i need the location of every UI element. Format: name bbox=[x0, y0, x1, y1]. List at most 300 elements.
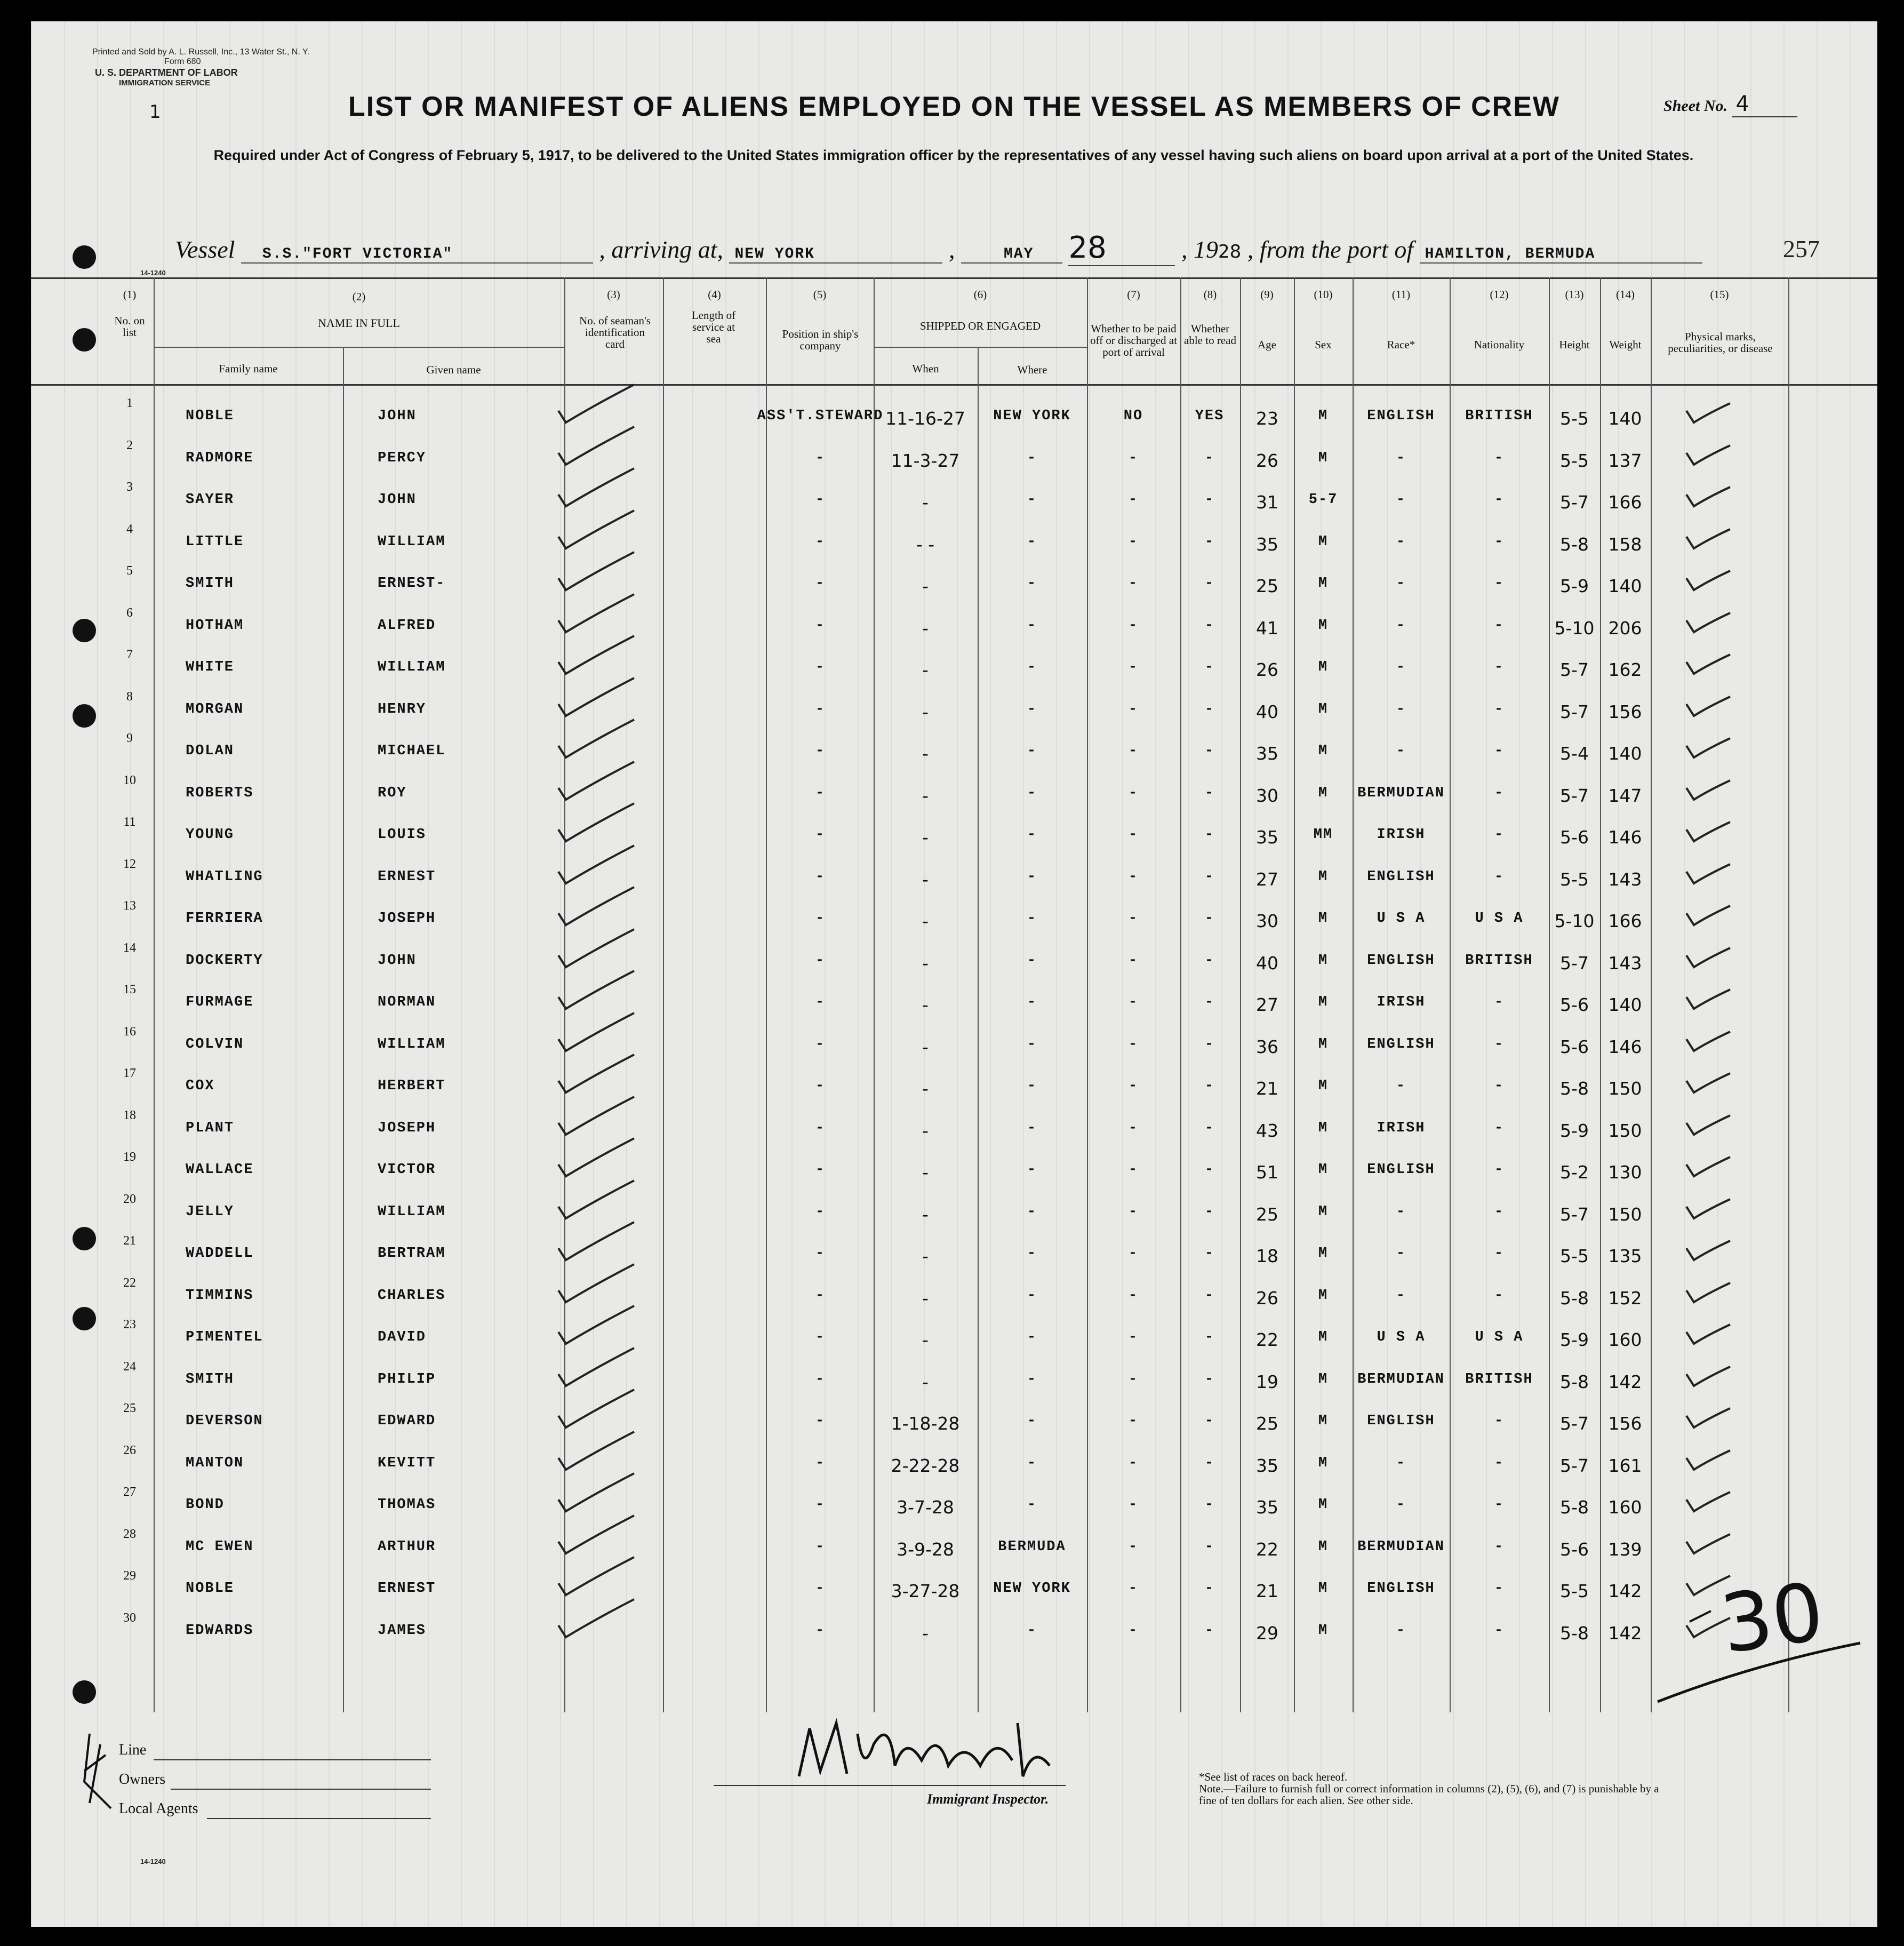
check-mark-icon bbox=[556, 591, 636, 636]
cell-nat: - bbox=[1494, 1455, 1505, 1471]
cell-age: 30 bbox=[1256, 785, 1278, 806]
cell-paid: - bbox=[1128, 576, 1139, 592]
check-mark-icon bbox=[556, 465, 636, 511]
col-num: (7) bbox=[1127, 288, 1140, 301]
cell-position: - bbox=[815, 576, 826, 592]
cell-when: - bbox=[922, 1246, 929, 1266]
cell-age: 31 bbox=[1256, 492, 1278, 513]
cell-sex: M bbox=[1318, 1287, 1329, 1304]
cell-nat: - bbox=[1494, 701, 1505, 717]
row-number: 18 bbox=[123, 1108, 136, 1122]
cell-weight: 150 bbox=[1608, 1078, 1642, 1099]
row-number: 13 bbox=[123, 899, 136, 913]
cell-nat: BRITISH bbox=[1465, 1371, 1533, 1387]
cell-age: 35 bbox=[1256, 1455, 1278, 1476]
check-mark-icon bbox=[556, 1512, 636, 1558]
cell-where: NEW YORK bbox=[993, 1581, 1071, 1597]
cell-sex: M bbox=[1318, 408, 1329, 424]
cell-when: - bbox=[922, 1036, 929, 1057]
cell-race: - bbox=[1396, 743, 1406, 759]
cell-when: - bbox=[922, 1329, 929, 1350]
cell-race: - bbox=[1396, 1246, 1406, 1262]
row-number: 26 bbox=[123, 1443, 136, 1457]
cell-position: ASS'T.STEWARD bbox=[757, 408, 884, 424]
cell-position: - bbox=[815, 1203, 826, 1220]
arriving-label: , arriving at, bbox=[599, 236, 723, 263]
check-mark-icon bbox=[556, 716, 636, 762]
cell-read: - bbox=[1204, 785, 1215, 801]
cell-weight: 156 bbox=[1608, 701, 1642, 722]
service-name: IMMIGRATION SERVICE bbox=[119, 78, 211, 87]
cell-when: - - bbox=[916, 533, 935, 555]
col-num: (2) bbox=[352, 290, 366, 303]
cell-height: 5-5 bbox=[1560, 450, 1589, 471]
cell-race: - bbox=[1396, 1497, 1406, 1513]
col-num: (3) bbox=[607, 288, 620, 301]
punch-hole bbox=[73, 1307, 96, 1330]
check-mark-icon bbox=[556, 1470, 636, 1516]
cell-when: - bbox=[922, 868, 929, 890]
cell-where: - bbox=[1027, 1371, 1037, 1387]
handwritten-mark: 1 bbox=[149, 101, 161, 123]
check-mark-icon bbox=[1684, 1028, 1732, 1055]
cell-family: EDWARDS bbox=[186, 1622, 254, 1639]
cell-position: - bbox=[815, 1538, 826, 1555]
row-number: 2 bbox=[126, 438, 133, 452]
cell-weight: 130 bbox=[1608, 1162, 1642, 1183]
cell-weight: 150 bbox=[1608, 1203, 1642, 1225]
cell-weight: 160 bbox=[1608, 1329, 1642, 1350]
cell-height: 5-2 bbox=[1560, 1162, 1589, 1183]
cell-given: HERBERT bbox=[378, 1078, 446, 1094]
cell-height: 5-6 bbox=[1560, 827, 1589, 848]
check-mark-icon bbox=[556, 1010, 636, 1055]
cell-paid: - bbox=[1128, 1371, 1139, 1387]
cell-age: 51 bbox=[1256, 1162, 1278, 1183]
cell-read: - bbox=[1204, 533, 1215, 550]
cell-nat: - bbox=[1494, 1078, 1505, 1094]
local-agents-label: Local Agents bbox=[119, 1800, 198, 1817]
cell-age: 25 bbox=[1256, 1413, 1278, 1434]
cell-given: THOMAS bbox=[378, 1497, 436, 1513]
cell-family: HOTHAM bbox=[186, 617, 244, 634]
cell-age: 29 bbox=[1256, 1622, 1278, 1644]
cell-height: 5-7 bbox=[1560, 785, 1589, 806]
cell-where: - bbox=[1027, 576, 1037, 592]
cell-where: - bbox=[1027, 617, 1037, 634]
check-mark-icon bbox=[1684, 1154, 1732, 1181]
row-number: 21 bbox=[123, 1234, 136, 1248]
cell-height: 5-8 bbox=[1560, 533, 1589, 555]
check-mark-icon bbox=[556, 800, 636, 846]
cell-family: BOND bbox=[186, 1497, 225, 1513]
cell-weight: 160 bbox=[1608, 1497, 1642, 1518]
cell-height: 5-9 bbox=[1560, 1120, 1589, 1141]
cell-when: - bbox=[922, 576, 929, 596]
col-head-name: NAME IN FULL bbox=[318, 316, 400, 330]
cell-family: PIMENTEL bbox=[186, 1329, 263, 1345]
cell-position: - bbox=[815, 1162, 826, 1178]
cell-paid: - bbox=[1128, 827, 1139, 843]
cell-height: 5-7 bbox=[1560, 659, 1589, 680]
check-mark-icon bbox=[1684, 903, 1732, 929]
cell-where: - bbox=[1027, 659, 1037, 675]
cell-height: 5-7 bbox=[1560, 701, 1589, 722]
cell-given: JOHN bbox=[378, 492, 417, 508]
cell-weight: 147 bbox=[1608, 785, 1642, 806]
check-mark-icon bbox=[1684, 568, 1732, 594]
cell-read: - bbox=[1204, 827, 1215, 843]
cell-sex: M bbox=[1318, 1203, 1329, 1220]
cell-where: - bbox=[1027, 492, 1037, 508]
check-mark-icon bbox=[1684, 526, 1732, 553]
cell-when: 3-9-28 bbox=[897, 1538, 954, 1560]
cell-sex: M bbox=[1318, 1162, 1329, 1178]
cell-when: 2-22-28 bbox=[891, 1455, 960, 1476]
check-mark-icon bbox=[1684, 777, 1732, 804]
cell-race: - bbox=[1396, 533, 1406, 550]
cell-weight: 140 bbox=[1608, 743, 1642, 764]
cell-when: 3-27-28 bbox=[891, 1581, 960, 1601]
cell-nat: - bbox=[1494, 659, 1505, 675]
cell-position: - bbox=[815, 450, 826, 466]
cell-age: 35 bbox=[1256, 827, 1278, 848]
cell-race: IRISH bbox=[1377, 827, 1426, 843]
check-mark-icon bbox=[1684, 1531, 1732, 1558]
punch-hole bbox=[73, 619, 96, 642]
cell-given: EDWARD bbox=[378, 1413, 436, 1429]
form-number: Form 680 bbox=[164, 57, 201, 66]
cell-age: 36 bbox=[1256, 1036, 1278, 1057]
cell-family: COLVIN bbox=[186, 1036, 244, 1052]
col-num: (4) bbox=[708, 288, 721, 301]
row-number: 8 bbox=[126, 689, 133, 704]
cell-read: - bbox=[1204, 1538, 1215, 1555]
cell-race: ENGLISH bbox=[1367, 952, 1435, 969]
cell-race: ENGLISH bbox=[1367, 408, 1435, 424]
cell-sex: M bbox=[1318, 1078, 1329, 1094]
owners-label: Owners bbox=[119, 1771, 166, 1788]
cell-height: 5-6 bbox=[1560, 1538, 1589, 1560]
cell-nat: - bbox=[1494, 1622, 1505, 1639]
line-label: Line bbox=[119, 1742, 147, 1758]
cell-sex: M bbox=[1318, 1036, 1329, 1052]
cell-race: BERMUDIAN bbox=[1357, 1538, 1445, 1555]
cell-paid: - bbox=[1128, 1078, 1139, 1094]
cell-position: - bbox=[815, 492, 826, 508]
cell-weight: 140 bbox=[1608, 408, 1642, 429]
cell-race: BERMUDIAN bbox=[1357, 785, 1445, 801]
cell-age: 25 bbox=[1256, 576, 1278, 596]
row-number: 14 bbox=[123, 940, 136, 955]
cell-paid: - bbox=[1128, 743, 1139, 759]
cell-where: - bbox=[1027, 1120, 1037, 1136]
cell-weight: 146 bbox=[1608, 1036, 1642, 1057]
cell-where: - bbox=[1027, 1497, 1037, 1513]
cell-paid: - bbox=[1128, 533, 1139, 550]
cell-paid: - bbox=[1128, 1413, 1139, 1429]
cell-read: - bbox=[1204, 1581, 1215, 1597]
cell-nat: U S A bbox=[1475, 911, 1524, 927]
row-number: 1 bbox=[126, 396, 133, 410]
cell-read: - bbox=[1204, 492, 1215, 508]
cell-read: - bbox=[1204, 1287, 1215, 1304]
cell-given: ERNEST- bbox=[378, 576, 446, 592]
cell-paid: NO bbox=[1123, 408, 1143, 424]
cell-position: - bbox=[815, 1622, 826, 1639]
check-mark-icon bbox=[1684, 1489, 1732, 1516]
cell-weight: 140 bbox=[1608, 576, 1642, 596]
arrival-month: MAY bbox=[961, 246, 1062, 264]
cell-weight: 206 bbox=[1608, 617, 1642, 639]
cell-nat: - bbox=[1494, 743, 1505, 759]
cell-family: NOBLE bbox=[186, 408, 235, 424]
cell-height: 5-5 bbox=[1560, 1246, 1589, 1266]
col-head-no: No. on list bbox=[114, 314, 145, 339]
cell-when: - bbox=[922, 1078, 929, 1099]
col-head-id-card: No. of seaman's identification card bbox=[579, 314, 651, 350]
cell-race: ENGLISH bbox=[1367, 1581, 1435, 1597]
cell-paid: - bbox=[1128, 659, 1139, 675]
arrival-year: 28 bbox=[1218, 241, 1242, 262]
cell-position: - bbox=[815, 1413, 826, 1429]
cell-sex: 5-7 bbox=[1308, 492, 1338, 508]
col-head-race: Race* bbox=[1387, 338, 1415, 351]
cell-sex: M bbox=[1318, 1455, 1329, 1471]
cell-nat: - bbox=[1494, 868, 1505, 885]
cell-read: - bbox=[1204, 1203, 1215, 1220]
cell-height: 5-5 bbox=[1560, 408, 1589, 429]
cell-position: - bbox=[815, 1329, 826, 1345]
cell-family: SMITH bbox=[186, 576, 235, 592]
cell-read: - bbox=[1204, 868, 1215, 885]
cell-family: NOBLE bbox=[186, 1581, 235, 1597]
cell-height: 5-7 bbox=[1560, 1413, 1589, 1434]
cell-family: RADMORE bbox=[186, 450, 254, 466]
cell-family: WADDELL bbox=[186, 1246, 254, 1262]
cell-given: LOUIS bbox=[378, 827, 427, 843]
cell-position: - bbox=[815, 1078, 826, 1094]
cell-paid: - bbox=[1128, 1538, 1139, 1555]
cell-weight: 150 bbox=[1608, 1120, 1642, 1141]
check-mark-icon bbox=[556, 884, 636, 929]
cell-age: 27 bbox=[1256, 994, 1278, 1015]
cell-paid: - bbox=[1128, 868, 1139, 885]
cell-height: 5-8 bbox=[1560, 1622, 1589, 1644]
cell-age: 40 bbox=[1256, 701, 1278, 722]
col-num: (1) bbox=[123, 288, 137, 301]
cell-read: - bbox=[1204, 1413, 1215, 1429]
sheet-number-value: 4 bbox=[1732, 92, 1797, 117]
cell-where: - bbox=[1027, 994, 1037, 1010]
check-mark-icon bbox=[1684, 861, 1732, 888]
col-head-paid-off: Whether to be paid off or discharged at port of arrival bbox=[1090, 322, 1178, 358]
cell-given: PERCY bbox=[378, 450, 427, 466]
cell-age: 26 bbox=[1256, 1287, 1278, 1309]
cell-given: NORMAN bbox=[378, 994, 436, 1010]
cell-sex: M bbox=[1318, 617, 1329, 634]
cell-when: - bbox=[922, 743, 929, 764]
check-mark-icon bbox=[556, 507, 636, 553]
cell-position: - bbox=[815, 994, 826, 1010]
check-mark-icon bbox=[1684, 1280, 1732, 1306]
cell-read: - bbox=[1204, 1497, 1215, 1513]
cell-nat: - bbox=[1494, 1287, 1505, 1304]
cell-family: MORGAN bbox=[186, 701, 244, 717]
col-head-sex: Sex bbox=[1315, 338, 1332, 351]
cell-when: - bbox=[922, 701, 929, 722]
cell-weight: 166 bbox=[1608, 492, 1642, 513]
check-mark-icon bbox=[556, 926, 636, 971]
check-mark-icon bbox=[1684, 442, 1732, 469]
manifest-sheet bbox=[31, 21, 1877, 1927]
cell-paid: - bbox=[1128, 952, 1139, 969]
row-number: 28 bbox=[123, 1527, 136, 1541]
cell-given: JOHN bbox=[378, 952, 417, 969]
cell-race: BERMUDIAN bbox=[1357, 1371, 1445, 1387]
cell-read: - bbox=[1204, 911, 1215, 927]
cell-given: PHILIP bbox=[378, 1371, 436, 1387]
cell-position: - bbox=[815, 1497, 826, 1513]
cell-paid: - bbox=[1128, 1246, 1139, 1262]
cell-sex: M bbox=[1318, 994, 1329, 1010]
cell-given: KEVITT bbox=[378, 1455, 436, 1471]
check-mark-icon bbox=[1684, 1321, 1732, 1348]
cell-where: - bbox=[1027, 1078, 1037, 1094]
col-num: (14) bbox=[1616, 288, 1635, 301]
check-mark-icon bbox=[556, 1303, 636, 1348]
cell-weight: 152 bbox=[1608, 1287, 1642, 1309]
cell-race: - bbox=[1396, 1622, 1406, 1639]
col-head-family: Family name bbox=[219, 362, 278, 375]
cell-weight: 142 bbox=[1608, 1581, 1642, 1601]
cell-given: ALFRED bbox=[378, 617, 436, 634]
cell-age: 41 bbox=[1256, 617, 1278, 639]
arrival-day: 28 bbox=[1068, 230, 1175, 266]
departure-port: HAMILTON, BERMUDA bbox=[1420, 246, 1702, 264]
sheet-number-label: Sheet No. bbox=[1663, 97, 1728, 115]
check-mark-icon bbox=[556, 1051, 636, 1097]
col-head-service: Length of service at sea bbox=[691, 309, 736, 345]
cell-nat: - bbox=[1494, 1162, 1505, 1178]
cell-given: WILLIAM bbox=[378, 533, 446, 550]
cell-race: U S A bbox=[1377, 1329, 1426, 1345]
cell-paid: - bbox=[1128, 1497, 1139, 1513]
cell-position: - bbox=[815, 1371, 826, 1387]
check-mark-icon bbox=[556, 1135, 636, 1181]
penalty-note: Note.—Failure to furnish full or correct information in columns (2), (5), (6), and (7) is punishable by a fine of ten dollars for each alien. See other side. bbox=[1199, 1782, 1659, 1807]
cell-nat: - bbox=[1494, 492, 1505, 508]
cell-weight: 156 bbox=[1608, 1413, 1642, 1434]
cell-family: WALLACE bbox=[186, 1162, 254, 1178]
cell-given: JOSEPH bbox=[378, 911, 436, 927]
cell-where: - bbox=[1027, 827, 1037, 843]
cell-position: - bbox=[815, 743, 826, 759]
check-mark-icon bbox=[1684, 1238, 1732, 1264]
arriving-port: NEW YORK bbox=[729, 246, 942, 264]
check-mark-icon bbox=[556, 1261, 636, 1306]
row-number: 24 bbox=[123, 1359, 136, 1374]
cell-nat: - bbox=[1494, 1581, 1505, 1597]
cell-position: - bbox=[815, 533, 826, 550]
cell-when: - bbox=[922, 1622, 929, 1644]
col-num: (9) bbox=[1260, 288, 1274, 301]
cell-age: 30 bbox=[1256, 911, 1278, 931]
cell-weight: 166 bbox=[1608, 911, 1642, 931]
cell-age: 35 bbox=[1256, 533, 1278, 555]
cell-nat: - bbox=[1494, 576, 1505, 592]
check-mark-icon bbox=[1684, 986, 1732, 1013]
cell-family: COX bbox=[186, 1078, 215, 1094]
cell-family: YOUNG bbox=[186, 827, 235, 843]
cell-height: 5-4 bbox=[1560, 743, 1589, 764]
cell-paid: - bbox=[1128, 1162, 1139, 1178]
cell-height: 5-5 bbox=[1560, 1581, 1589, 1601]
cell-position: - bbox=[815, 659, 826, 675]
cell-family: MC EWEN bbox=[186, 1538, 254, 1555]
cell-nat: - bbox=[1494, 785, 1505, 801]
cell-nat: U S A bbox=[1475, 1329, 1524, 1345]
cell-nat: - bbox=[1494, 827, 1505, 843]
cell-when: - bbox=[922, 492, 929, 513]
total-count: 30 bbox=[1715, 1565, 1829, 1672]
cell-nat: BRITISH bbox=[1465, 952, 1533, 969]
cell-paid: - bbox=[1128, 701, 1139, 717]
cell-nat: - bbox=[1494, 450, 1505, 466]
cell-paid: - bbox=[1128, 617, 1139, 634]
check-mark-icon bbox=[1684, 735, 1732, 762]
check-mark-icon bbox=[1684, 1196, 1732, 1223]
punch-hole bbox=[73, 1227, 96, 1250]
cell-nat: - bbox=[1494, 617, 1505, 634]
cell-nat: - bbox=[1494, 1246, 1505, 1262]
cell-paid: - bbox=[1128, 1120, 1139, 1136]
cell-when: - bbox=[922, 994, 929, 1015]
cell-when: - bbox=[922, 1162, 929, 1183]
cell-read: - bbox=[1204, 1371, 1215, 1387]
cell-paid: - bbox=[1128, 785, 1139, 801]
check-mark-icon bbox=[1684, 651, 1732, 678]
cell-read: - bbox=[1204, 1120, 1215, 1136]
vessel-line: Vessel S.S."FORT VICTORIA" , arriving at, NEW YORK , MAY 28 , 1928 , from the port of HAMILTON, BERMUDA bbox=[175, 230, 1702, 266]
cell-when: - bbox=[922, 1120, 929, 1141]
cell-sex: M bbox=[1318, 1497, 1329, 1513]
cell-read: YES bbox=[1195, 408, 1225, 424]
cell-where: - bbox=[1027, 701, 1037, 717]
cell-height: 5-5 bbox=[1560, 868, 1589, 890]
cell-sex: M bbox=[1318, 1581, 1329, 1597]
cell-paid: - bbox=[1128, 1203, 1139, 1220]
cell-given: JOHN bbox=[378, 408, 417, 424]
cell-read: - bbox=[1204, 1036, 1215, 1052]
cell-when: - bbox=[922, 952, 929, 974]
cell-age: 22 bbox=[1256, 1538, 1278, 1560]
check-mark-icon bbox=[1684, 1070, 1732, 1097]
cell-sex: M bbox=[1318, 533, 1329, 550]
cell-age: 18 bbox=[1256, 1246, 1278, 1266]
check-mark-icon bbox=[556, 1345, 636, 1390]
cell-paid: - bbox=[1128, 1622, 1139, 1639]
col-head-nationality: Nationality bbox=[1474, 338, 1525, 351]
cell-paid: - bbox=[1128, 994, 1139, 1010]
cell-position: - bbox=[815, 868, 826, 885]
cell-nat: BRITISH bbox=[1465, 408, 1533, 424]
cell-race: - bbox=[1396, 617, 1406, 634]
punch-hole bbox=[73, 1680, 96, 1704]
check-mark-icon bbox=[556, 1094, 636, 1139]
cell-family: PLANT bbox=[186, 1120, 235, 1136]
cell-read: - bbox=[1204, 1162, 1215, 1178]
